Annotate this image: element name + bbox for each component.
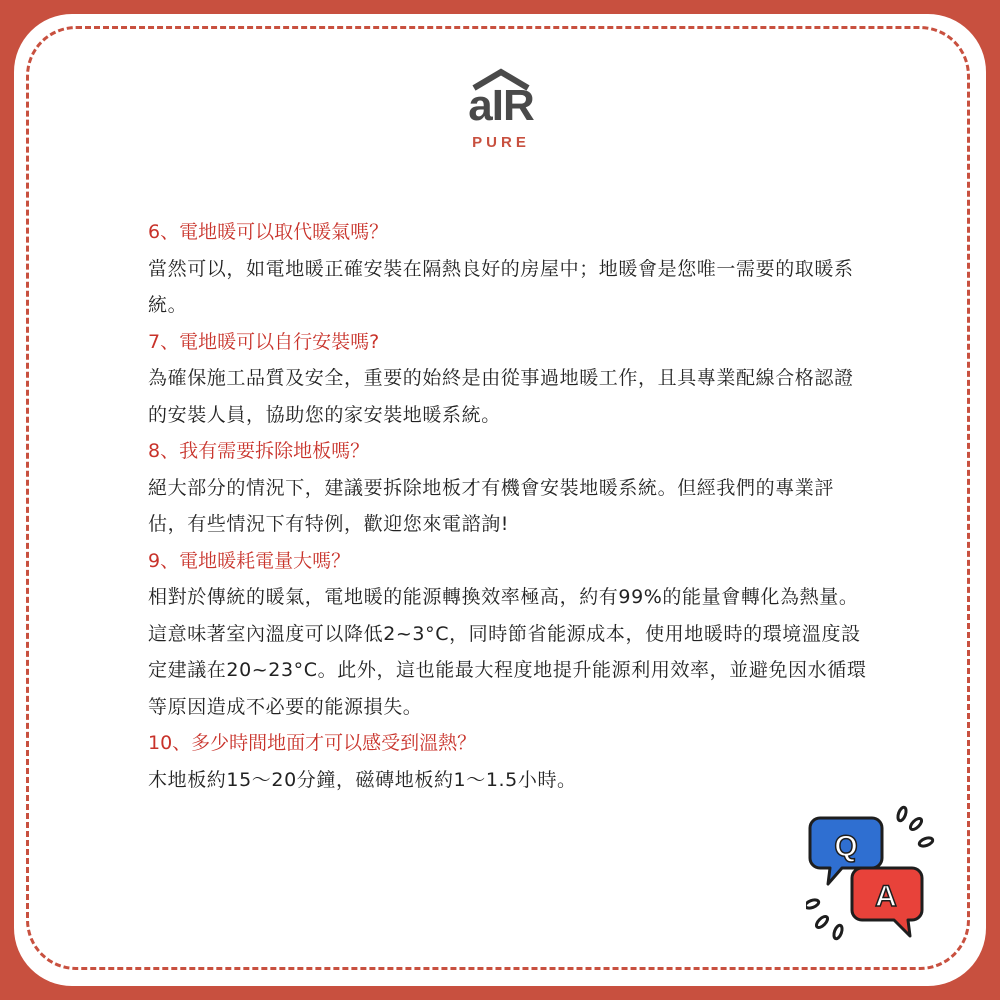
faq-question-8: 8、我有需要拆除地板嗎？ <box>148 440 370 462</box>
a-letter: A <box>875 880 897 913</box>
faq-question-9: 9、電地暖耗電量大嗎？ <box>148 549 351 572</box>
faq-question-7: 7、電地暖可以自行安裝嗎? <box>148 330 380 353</box>
faq-answer-8: 絕大部分的情況下，建議要拆除地板才有機會安裝地暖系統。但經我們的專業評估，有些情況下有特例，歡迎您來電諮詢! <box>148 476 835 535</box>
logo-wordmark: aIR <box>468 81 534 130</box>
logo-subtitle: PURE <box>472 134 530 151</box>
faq-question-10: 10、多少時間地面才可以感受到溫熱？ <box>148 732 477 754</box>
a-bubble <box>852 868 922 936</box>
qa-chat-icon <box>806 804 936 944</box>
faq-question-6: 6、電地暖可以取代暖氣嗎？ <box>148 221 389 243</box>
faq-answer-7: 為確保施工品質及安全，重要的始終是由從事過地暖工作，且具專業配線合格認證的安裝人員，協助您的家安裝地暖系統。 <box>148 367 854 426</box>
q-letter: Q <box>834 830 858 863</box>
faq-list <box>148 214 868 798</box>
faq-answer-9: 相對於傳統的暖氣，電地暖的能源轉換效率極高，約有99%的能量會轉化為熱量。這意味著室內溫度可以降低2~3°C，同時節省能源成本，使用地暖時的環境溫度設定建議在20~23°C。此外，這也能最大程度地提升能源利用效率，並避免因水循環等原因造成不必要的能源損失。 <box>148 586 867 718</box>
faq-answer-6: 當然可以，如電地暖正確安裝在隔熱良好的房屋中；地暖會是您唯一需要的取暖系統。 <box>148 257 854 316</box>
air-pure-logo <box>460 68 542 160</box>
faq-answer-10: 木地板約15～20分鐘，磁磚地板約1～1.5小時。 <box>148 768 577 791</box>
